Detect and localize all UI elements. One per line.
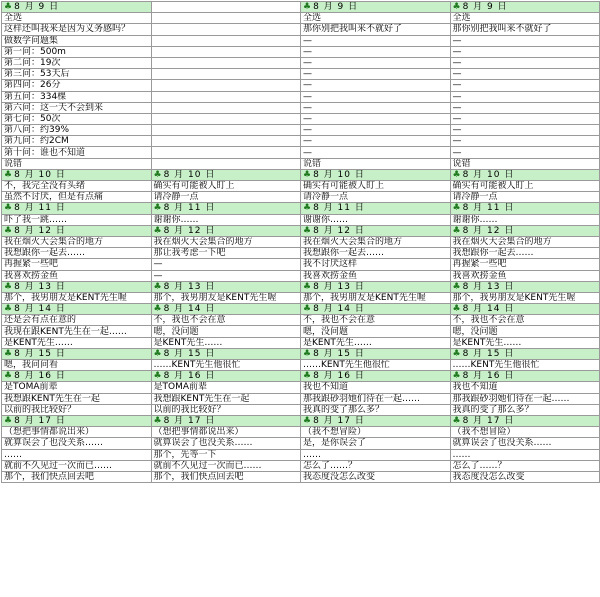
choice-cell [151, 136, 301, 147]
choice-cell: 再握紧一些吧 [450, 259, 600, 270]
date-header-cell [151, 281, 301, 292]
table-row [2, 438, 600, 449]
club-suit-icon: ♣ [4, 225, 13, 236]
choice-cell: 说错 [2, 158, 152, 169]
club-suit-icon: ♣ [153, 371, 162, 382]
choice-cell: 那你别把我叫来不就好了 [450, 24, 600, 35]
club-suit-icon: ♣ [303, 281, 312, 292]
choice-cell: — [450, 113, 600, 124]
date-label: 8 月 14 日 [313, 304, 365, 315]
choice-cell: 我喜欢捞金鱼 [2, 270, 152, 281]
date-header-cell [301, 304, 451, 315]
choice-cell: 我也不知道 [450, 382, 600, 393]
walkthrough-table-body [2, 2, 600, 483]
date-header-cell [450, 371, 600, 382]
date-label: 8 月 13 日 [14, 281, 66, 292]
table-row [2, 2, 600, 13]
choice-cell: 是KENT先生…… [2, 337, 152, 348]
date-label: 8 月 12 日 [313, 225, 365, 236]
choice-cell: 全选 [2, 13, 152, 24]
choice-cell: — [301, 125, 451, 136]
table-row [2, 449, 600, 460]
choice-cell: — [450, 46, 600, 57]
club-suit-icon: ♣ [452, 169, 461, 180]
date-header-cell [301, 348, 451, 359]
choice-cell: 不，我完全没有头绪 [2, 181, 152, 192]
choice-cell: 那个，我男朋友是KENT先生喔 [301, 292, 451, 303]
choice-cell: 嗯，没问题 [450, 326, 600, 337]
table-row [2, 158, 600, 169]
choice-cell: 那我跟砂羽她们待在一起…… [301, 393, 451, 404]
table-row [2, 393, 600, 404]
choice-cell: 不，我也不会在意 [151, 315, 301, 326]
table-row [2, 147, 600, 158]
date-label: 8 月 9 日 [462, 2, 508, 13]
choice-cell: 我想跟你一起去…… [450, 248, 600, 259]
choice-cell: 是TOMA前辈 [2, 382, 152, 393]
table-row [2, 203, 600, 214]
date-header-cell [450, 2, 600, 13]
choice-cell: 那个，先等一下 [151, 449, 301, 460]
date-header-cell [151, 203, 301, 214]
choice-cell: 这样还叫我来是因为义务感吗？ [2, 24, 152, 35]
table-row [2, 102, 600, 113]
choice-cell: 我真的变了那么多？ [450, 404, 600, 415]
choice-cell: 以前的我比较好？ [151, 404, 301, 415]
date-label: 8 月 9 日 [14, 2, 60, 13]
table-row [2, 404, 600, 415]
club-suit-icon: ♣ [153, 416, 162, 427]
table-row [2, 360, 600, 371]
table-row [2, 415, 600, 426]
date-header-cell [2, 169, 152, 180]
choice-cell: 那个，我男朋友是KENT先生喔 [450, 292, 600, 303]
choice-cell [151, 147, 301, 158]
date-header-cell [301, 2, 451, 13]
date-label: 8 月 15 日 [462, 348, 515, 359]
club-suit-icon: ♣ [4, 304, 13, 315]
table-row [2, 236, 600, 247]
table-row [2, 382, 600, 393]
club-suit-icon: ♣ [452, 304, 461, 315]
date-header-cell [301, 281, 451, 292]
choice-cell: 再握紧一些吧 [2, 259, 152, 270]
table-row [2, 214, 600, 225]
walkthrough-table [1, 1, 600, 483]
date-label: 8 月 13 日 [462, 281, 515, 292]
choice-cell [151, 24, 301, 35]
table-row [2, 35, 600, 46]
table-row [2, 225, 600, 236]
date-header-cell [151, 304, 301, 315]
choice-cell: 确实有可能被人盯上 [450, 181, 600, 192]
choice-cell: 我喜欢捞金鱼 [301, 270, 451, 281]
choice-cell: 第十问：谁也不知道 [2, 147, 152, 158]
date-header-cell [450, 203, 600, 214]
choice-cell: 我想跟KENT先生在一起 [2, 393, 152, 404]
date-header-cell [151, 415, 301, 426]
date-label: 8 月 16 日 [313, 371, 365, 382]
choice-cell: 还是会有点在意的 [2, 315, 152, 326]
club-suit-icon: ♣ [4, 416, 13, 427]
date-label: 8 月 15 日 [313, 348, 365, 359]
club-suit-icon: ♣ [153, 281, 162, 292]
choice-cell: — [301, 113, 451, 124]
table-row [2, 304, 600, 315]
choice-cell: 我在烟火大会集合的地方 [450, 236, 600, 247]
date-label: 8 月 13 日 [163, 281, 216, 292]
date-header-cell [2, 304, 152, 315]
choice-cell: 说错 [301, 158, 451, 169]
choice-cell: 全选 [450, 13, 600, 24]
date-label: 8 月 17 日 [462, 416, 515, 427]
date-header-cell [2, 2, 152, 13]
club-suit-icon: ♣ [452, 416, 461, 427]
table-row [2, 348, 600, 359]
club-suit-icon: ♣ [303, 203, 312, 214]
choice-cell: ……KENT先生他很忙 [301, 360, 451, 371]
choice-cell: 嗯，我问问看 [2, 360, 152, 371]
choice-cell: 虽然不讨厌，但是有点痛 [2, 192, 152, 203]
choice-cell: 我想跟你一起去…… [2, 248, 152, 259]
choice-cell: — [450, 35, 600, 46]
date-label: 8 月 14 日 [163, 304, 216, 315]
choice-cell: — [301, 136, 451, 147]
date-header-cell [2, 371, 152, 382]
choice-cell: — [450, 147, 600, 158]
club-suit-icon: ♣ [4, 2, 13, 13]
date-header-cell [450, 281, 600, 292]
choice-cell: 我态度没怎么改变 [301, 471, 451, 482]
table-row [2, 292, 600, 303]
date-label: 8 月 12 日 [163, 225, 216, 236]
club-suit-icon: ♣ [153, 304, 162, 315]
date-header-cell [301, 225, 451, 236]
choice-cell: — [301, 35, 451, 46]
choice-cell: 是，是你误会了 [301, 438, 451, 449]
choice-cell: 那个，我们快点回去吧 [2, 471, 152, 482]
club-suit-icon: ♣ [153, 169, 162, 180]
choice-cell: ……KENT先生他很忙 [450, 360, 600, 371]
choice-cell: — [151, 259, 301, 270]
choice-cell [151, 57, 301, 68]
choice-cell [151, 35, 301, 46]
choice-cell: 我在烟火大会集合的地方 [151, 236, 301, 247]
choice-cell: — [450, 125, 600, 136]
choice-cell: 嗯，没问题 [151, 326, 301, 337]
date-label: 8 月 16 日 [462, 371, 515, 382]
table-row [2, 281, 600, 292]
date-header-cell [301, 415, 451, 426]
club-suit-icon: ♣ [153, 348, 162, 359]
choice-cell: 嗯，没问题 [301, 326, 451, 337]
choice-cell: 谢谢你…… [450, 214, 600, 225]
choice-cell: 第九问：约2CM [2, 136, 152, 147]
date-header-cell [2, 281, 152, 292]
choice-cell: 谢谢你…… [301, 214, 451, 225]
date-label: 8 月 14 日 [14, 304, 66, 315]
date-label: 8 月 10 日 [14, 169, 66, 180]
empty-header-cell [151, 2, 301, 13]
date-header-cell [2, 415, 152, 426]
date-header-cell [301, 169, 451, 180]
table-row [2, 371, 600, 382]
date-label: 8 月 11 日 [163, 203, 216, 214]
date-header-cell [2, 348, 152, 359]
choice-cell: 第七问：50次 [2, 113, 152, 124]
table-row [2, 259, 600, 270]
club-suit-icon: ♣ [4, 203, 13, 214]
choice-cell: 我态度没怎么改变 [450, 471, 600, 482]
choice-cell: 那你别把我叫来不就好了 [301, 24, 451, 35]
choice-cell: （想把事情都说出来） [2, 427, 152, 438]
choice-cell: 那让我考虑一下吧 [151, 248, 301, 259]
choice-cell: — [301, 57, 451, 68]
club-suit-icon: ♣ [452, 348, 461, 359]
choice-cell: 我想跟KENT先生在一起 [151, 393, 301, 404]
table-row [2, 80, 600, 91]
club-suit-icon: ♣ [4, 371, 13, 382]
choice-cell: 请冷静一点 [151, 192, 301, 203]
choice-cell [151, 13, 301, 24]
choice-cell: 请冷静一点 [450, 192, 600, 203]
club-suit-icon: ♣ [4, 281, 13, 292]
club-suit-icon: ♣ [153, 225, 162, 236]
club-suit-icon: ♣ [452, 225, 461, 236]
choice-cell: 我在烟火大会集合的地方 [301, 236, 451, 247]
choice-cell: — [450, 91, 600, 102]
club-suit-icon: ♣ [452, 2, 461, 13]
table-row [2, 91, 600, 102]
table-row [2, 24, 600, 35]
choice-cell: 就算误会了也没关系…… [450, 438, 600, 449]
choice-cell [151, 80, 301, 91]
choice-cell: 就前不久见过一次而已…… [151, 460, 301, 471]
choice-cell: 就算误会了也没关系…… [151, 438, 301, 449]
club-suit-icon: ♣ [303, 348, 312, 359]
table-row [2, 13, 600, 24]
table-row [2, 337, 600, 348]
date-label: 8 月 16 日 [14, 371, 66, 382]
choice-cell: 以前的我比较好？ [2, 404, 152, 415]
date-label: 8 月 12 日 [14, 225, 66, 236]
choice-cell: — [301, 147, 451, 158]
choice-cell: ……KENT先生他很忙 [151, 360, 301, 371]
choice-cell: 我在烟火大会集合的地方 [2, 236, 152, 247]
date-label: 8 月 10 日 [163, 169, 216, 180]
choice-cell: — [151, 270, 301, 281]
choice-cell: 确实有可能被人盯上 [151, 181, 301, 192]
date-label: 8 月 15 日 [14, 348, 66, 359]
choice-cell [151, 125, 301, 136]
choice-cell: 是KENT先生…… [301, 337, 451, 348]
choice-cell: 第一问：500m [2, 46, 152, 57]
choice-cell: 怎么了……？ [301, 460, 451, 471]
table-row [2, 113, 600, 124]
club-suit-icon: ♣ [4, 348, 13, 359]
club-suit-icon: ♣ [303, 169, 312, 180]
choice-cell: 请冷静一点 [301, 192, 451, 203]
date-header-cell [301, 203, 451, 214]
choice-cell [151, 91, 301, 102]
choice-cell: （想把事情都说出来） [151, 427, 301, 438]
choice-cell: 第二问：19次 [2, 57, 152, 68]
choice-cell: 不，我也不会在意 [450, 315, 600, 326]
choice-cell: …… [2, 449, 152, 460]
table-row [2, 192, 600, 203]
date-label: 8 月 9 日 [313, 2, 359, 13]
club-suit-icon: ♣ [4, 169, 13, 180]
choice-cell: 那个，我男朋友是KENT先生喔 [2, 292, 152, 303]
choice-cell: 我现在跟KENT先生在一起…… [2, 326, 152, 337]
table-row [2, 471, 600, 482]
table-row [2, 315, 600, 326]
table-row [2, 270, 600, 281]
table-row [2, 57, 600, 68]
choice-cell: — [450, 102, 600, 113]
choice-cell: — [450, 69, 600, 80]
club-suit-icon: ♣ [452, 281, 461, 292]
choice-cell: 我也不知道 [301, 382, 451, 393]
date-label: 8 月 12 日 [462, 225, 515, 236]
choice-cell: — [301, 91, 451, 102]
choice-cell: 第三问：53天后 [2, 69, 152, 80]
date-header-cell [2, 225, 152, 236]
choice-cell: 是TOMA前辈 [151, 382, 301, 393]
choice-cell: — [301, 80, 451, 91]
choice-cell: …… [450, 449, 600, 460]
date-header-cell [450, 415, 600, 426]
date-header-cell [450, 169, 600, 180]
table-row [2, 427, 600, 438]
date-header-cell [450, 348, 600, 359]
choice-cell: 就前不久见过一次而已…… [2, 460, 152, 471]
choice-cell: 确实有可能被人盯上 [301, 181, 451, 192]
choice-cell: …… [301, 449, 451, 460]
choice-cell [151, 102, 301, 113]
choice-cell: 那个，我们快点回去吧 [151, 471, 301, 482]
choice-cell: 那我跟砂羽她们待在一起…… [450, 393, 600, 404]
choice-cell: 做数学问题集 [2, 35, 152, 46]
choice-cell: 第六问：这一天不会到来 [2, 102, 152, 113]
choice-cell: 我不讨厌这样 [301, 259, 451, 270]
date-label: 8 月 17 日 [14, 416, 66, 427]
choice-cell: 第八问：约39% [2, 125, 152, 136]
club-suit-icon: ♣ [452, 203, 461, 214]
choice-cell: 我喜欢捞金鱼 [450, 270, 600, 281]
date-label: 8 月 11 日 [462, 203, 515, 214]
choice-cell: 就算误会了也没关系…… [2, 438, 152, 449]
table-row [2, 69, 600, 80]
table-row [2, 46, 600, 57]
table-row [2, 326, 600, 337]
club-suit-icon: ♣ [303, 225, 312, 236]
date-header-cell [151, 348, 301, 359]
choice-cell: — [301, 46, 451, 57]
date-label: 8 月 13 日 [313, 281, 365, 292]
choice-cell: — [301, 102, 451, 113]
table-row [2, 125, 600, 136]
choice-cell [151, 46, 301, 57]
club-suit-icon: ♣ [303, 2, 312, 13]
date-label: 8 月 16 日 [163, 371, 216, 382]
date-label: 8 月 11 日 [313, 203, 365, 214]
choice-cell: （我不想冒险） [450, 427, 600, 438]
date-header-cell [450, 304, 600, 315]
date-header-cell [2, 203, 152, 214]
date-header-cell [301, 371, 451, 382]
date-header-cell [450, 225, 600, 236]
club-suit-icon: ♣ [303, 416, 312, 427]
choice-cell: 全选 [301, 13, 451, 24]
choice-cell: 我想跟你一起去…… [301, 248, 451, 259]
date-label: 8 月 17 日 [313, 416, 365, 427]
date-label: 8 月 10 日 [462, 169, 515, 180]
choice-cell: — [450, 136, 600, 147]
choice-cell [151, 69, 301, 80]
date-label: 8 月 14 日 [462, 304, 515, 315]
choice-cell: 怎么了……？ [450, 460, 600, 471]
choice-cell [151, 113, 301, 124]
choice-cell [151, 158, 301, 169]
date-label: 8 月 15 日 [163, 348, 216, 359]
choice-cell: 不，我也不会在意 [301, 315, 451, 326]
choice-cell: — [450, 57, 600, 68]
date-header-cell [151, 371, 301, 382]
date-header-cell [151, 225, 301, 236]
choice-cell: 是KENT先生…… [450, 337, 600, 348]
choice-cell: （我不想冒险） [301, 427, 451, 438]
choice-cell: 谢谢你…… [151, 214, 301, 225]
table-row [2, 248, 600, 259]
date-label: 8 月 11 日 [14, 203, 66, 214]
choice-cell: — [301, 69, 451, 80]
club-suit-icon: ♣ [153, 203, 162, 214]
table-row [2, 169, 600, 180]
date-header-cell [151, 169, 301, 180]
table-row [2, 181, 600, 192]
club-suit-icon: ♣ [452, 371, 461, 382]
choice-cell: 那个，我男朋友是KENT先生喔 [151, 292, 301, 303]
club-suit-icon: ♣ [303, 304, 312, 315]
choice-cell: 说错 [450, 158, 600, 169]
choice-cell: 是KENT先生…… [151, 337, 301, 348]
date-label: 8 月 10 日 [313, 169, 365, 180]
club-suit-icon: ♣ [303, 371, 312, 382]
table-row [2, 460, 600, 471]
choice-cell: 我真的变了那么多？ [301, 404, 451, 415]
choice-cell: 第五问：334棵 [2, 91, 152, 102]
choice-cell: 吓了我一跳…… [2, 214, 152, 225]
choice-cell: 第四问：26分 [2, 80, 152, 91]
table-row [2, 136, 600, 147]
date-label: 8 月 17 日 [163, 416, 216, 427]
choice-cell: — [450, 80, 600, 91]
